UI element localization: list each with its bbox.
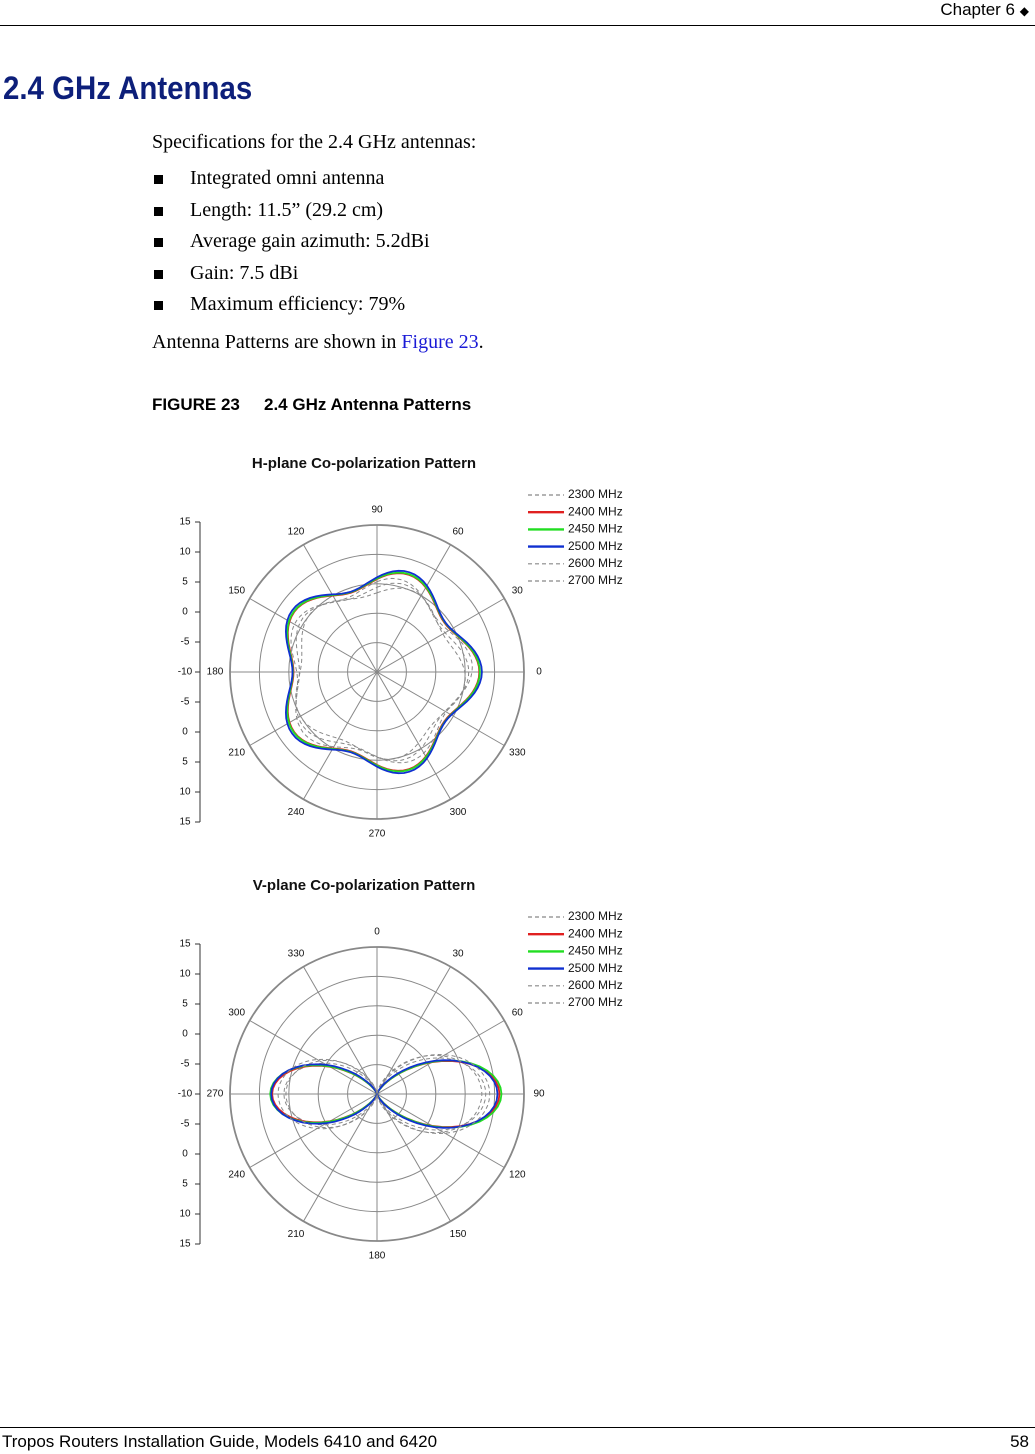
angle-label: 30 <box>511 585 523 597</box>
spec-list <box>152 163 430 321</box>
angle-label: 240 <box>287 806 305 818</box>
diamond-icon: ◆ <box>1019 4 1029 18</box>
list-item: Maximum efficiency: 79% <box>152 289 430 321</box>
section-title: 2.4 GHz Antennas <box>3 70 253 106</box>
scale-tick-label: -10 <box>177 666 193 678</box>
figure-link[interactable]: Figure 23 <box>401 331 479 353</box>
footer-rule <box>0 1427 1035 1428</box>
h-plane-svg <box>162 440 640 860</box>
angle-label: 300 <box>228 1007 246 1019</box>
legend-label: 2300 MHz <box>568 909 623 924</box>
angle-label: 60 <box>511 1007 523 1019</box>
scale-tick-label: 5 <box>182 1178 188 1190</box>
angle-label: 210 <box>228 747 246 759</box>
angle-label: 150 <box>449 1228 467 1240</box>
bullet-icon <box>154 238 163 247</box>
legend-label: 2500 MHz <box>568 538 623 553</box>
polar-spoke <box>250 1021 377 1095</box>
h-plane-chart <box>162 440 640 860</box>
polar-spoke <box>377 545 451 672</box>
legend-label: 2500 MHz <box>568 960 623 975</box>
polar-spoke <box>250 672 377 746</box>
scale-tick-label: 5 <box>182 576 188 588</box>
angle-label: 300 <box>449 806 467 818</box>
angle-label: 210 <box>287 1228 305 1240</box>
angle-label: 180 <box>368 1250 386 1262</box>
polar-spoke <box>304 545 378 672</box>
scale-tick-label: -5 <box>180 1058 190 1070</box>
bullet-icon <box>154 270 163 279</box>
scale-tick-label: -5 <box>180 696 190 708</box>
angle-label: 120 <box>508 1169 526 1181</box>
angle-label: 90 <box>533 1088 545 1100</box>
list-item: Integrated omni antenna <box>152 163 430 195</box>
scale-tick-label: 5 <box>182 756 188 768</box>
angle-label: 180 <box>206 666 224 678</box>
angle-label: 0 <box>536 666 542 678</box>
patterns-sentence: Antenna Patterns are shown in Figure 23. <box>152 331 484 353</box>
angle-label: 90 <box>371 504 383 516</box>
legend-label: 2600 MHz <box>568 977 623 992</box>
polar-spoke <box>377 599 504 673</box>
bullet-icon <box>154 175 163 184</box>
legend-label: 2400 MHz <box>568 504 623 519</box>
scale-tick-label: 0 <box>182 1148 188 1160</box>
bullet-icon <box>154 301 163 310</box>
scale-tick-label: -5 <box>180 1118 190 1130</box>
scale-tick-label: 5 <box>182 998 188 1010</box>
list-item: Length: 11.5” (29.2 cm) <box>152 195 430 227</box>
legend-label: 2700 MHz <box>568 573 623 588</box>
page-number: 58 <box>1010 1432 1029 1451</box>
polar-spoke <box>377 1094 504 1168</box>
angle-label: 60 <box>452 526 464 538</box>
scale-tick-label: 10 <box>179 546 191 558</box>
legend-label: 2400 MHz <box>568 926 623 941</box>
figure-title: 2.4 GHz Antenna Patterns <box>264 395 472 414</box>
angle-label: 330 <box>287 948 305 960</box>
list-item: Average gain azimuth: 5.2dBi <box>152 226 430 258</box>
angle-label: 270 <box>368 828 386 840</box>
scale-tick-label: -5 <box>180 636 190 648</box>
scale-tick-label: -10 <box>177 1088 193 1100</box>
scale-tick-label: 15 <box>179 816 191 828</box>
scale-tick-label: 15 <box>179 516 191 528</box>
scale-tick-label: 10 <box>179 1208 191 1220</box>
legend-label: 2300 MHz <box>568 487 623 502</box>
polar-spoke <box>250 599 377 673</box>
figure-number: FIGURE 23 <box>152 395 240 414</box>
polar-spoke <box>304 967 378 1094</box>
angle-label: 30 <box>452 948 464 960</box>
legend-label: 2600 MHz <box>568 555 623 570</box>
legend-label: 2450 MHz <box>568 943 623 958</box>
legend-label: 2450 MHz <box>568 521 623 536</box>
polar-spoke <box>377 672 451 799</box>
scale-tick-label: 10 <box>179 786 191 798</box>
running-header <box>940 0 1029 21</box>
scale-tick-label: 15 <box>179 1238 191 1250</box>
scale-tick-label: 0 <box>182 1028 188 1040</box>
legend-label: 2700 MHz <box>568 995 623 1010</box>
v-plane-chart <box>162 862 640 1282</box>
footer-title: Tropos Routers Installation Guide, Models 6410 and 6420 <box>2 1432 438 1451</box>
polar-spoke <box>250 1094 377 1168</box>
intro-text: Specifications for the 2.4 GHz antennas: <box>152 131 477 153</box>
scale-tick-label: 15 <box>179 938 191 950</box>
scale-tick-label: 0 <box>182 606 188 618</box>
scale-tick-label: 0 <box>182 726 188 738</box>
v-plane-svg <box>162 862 640 1282</box>
chart-title: H-plane Co-polarization Pattern <box>251 454 477 472</box>
polar-spoke <box>377 672 504 746</box>
header-rule <box>0 25 1035 26</box>
angle-label: 150 <box>228 585 246 597</box>
chart-title: V-plane Co-polarization Pattern <box>252 876 476 894</box>
polar-spoke <box>304 1094 378 1221</box>
angle-label: 330 <box>508 747 526 759</box>
figure-caption <box>152 395 471 415</box>
bullet-icon <box>154 207 163 216</box>
polar-spoke <box>377 1021 504 1095</box>
angle-label: 240 <box>228 1169 246 1181</box>
angle-label: 0 <box>374 926 380 938</box>
scale-tick-label: 10 <box>179 968 191 980</box>
list-item: Gain: 7.5 dBi <box>152 258 430 290</box>
angle-label: 270 <box>206 1088 224 1100</box>
chapter-label: Chapter 6 <box>940 0 1016 19</box>
angle-label: 120 <box>287 526 305 538</box>
